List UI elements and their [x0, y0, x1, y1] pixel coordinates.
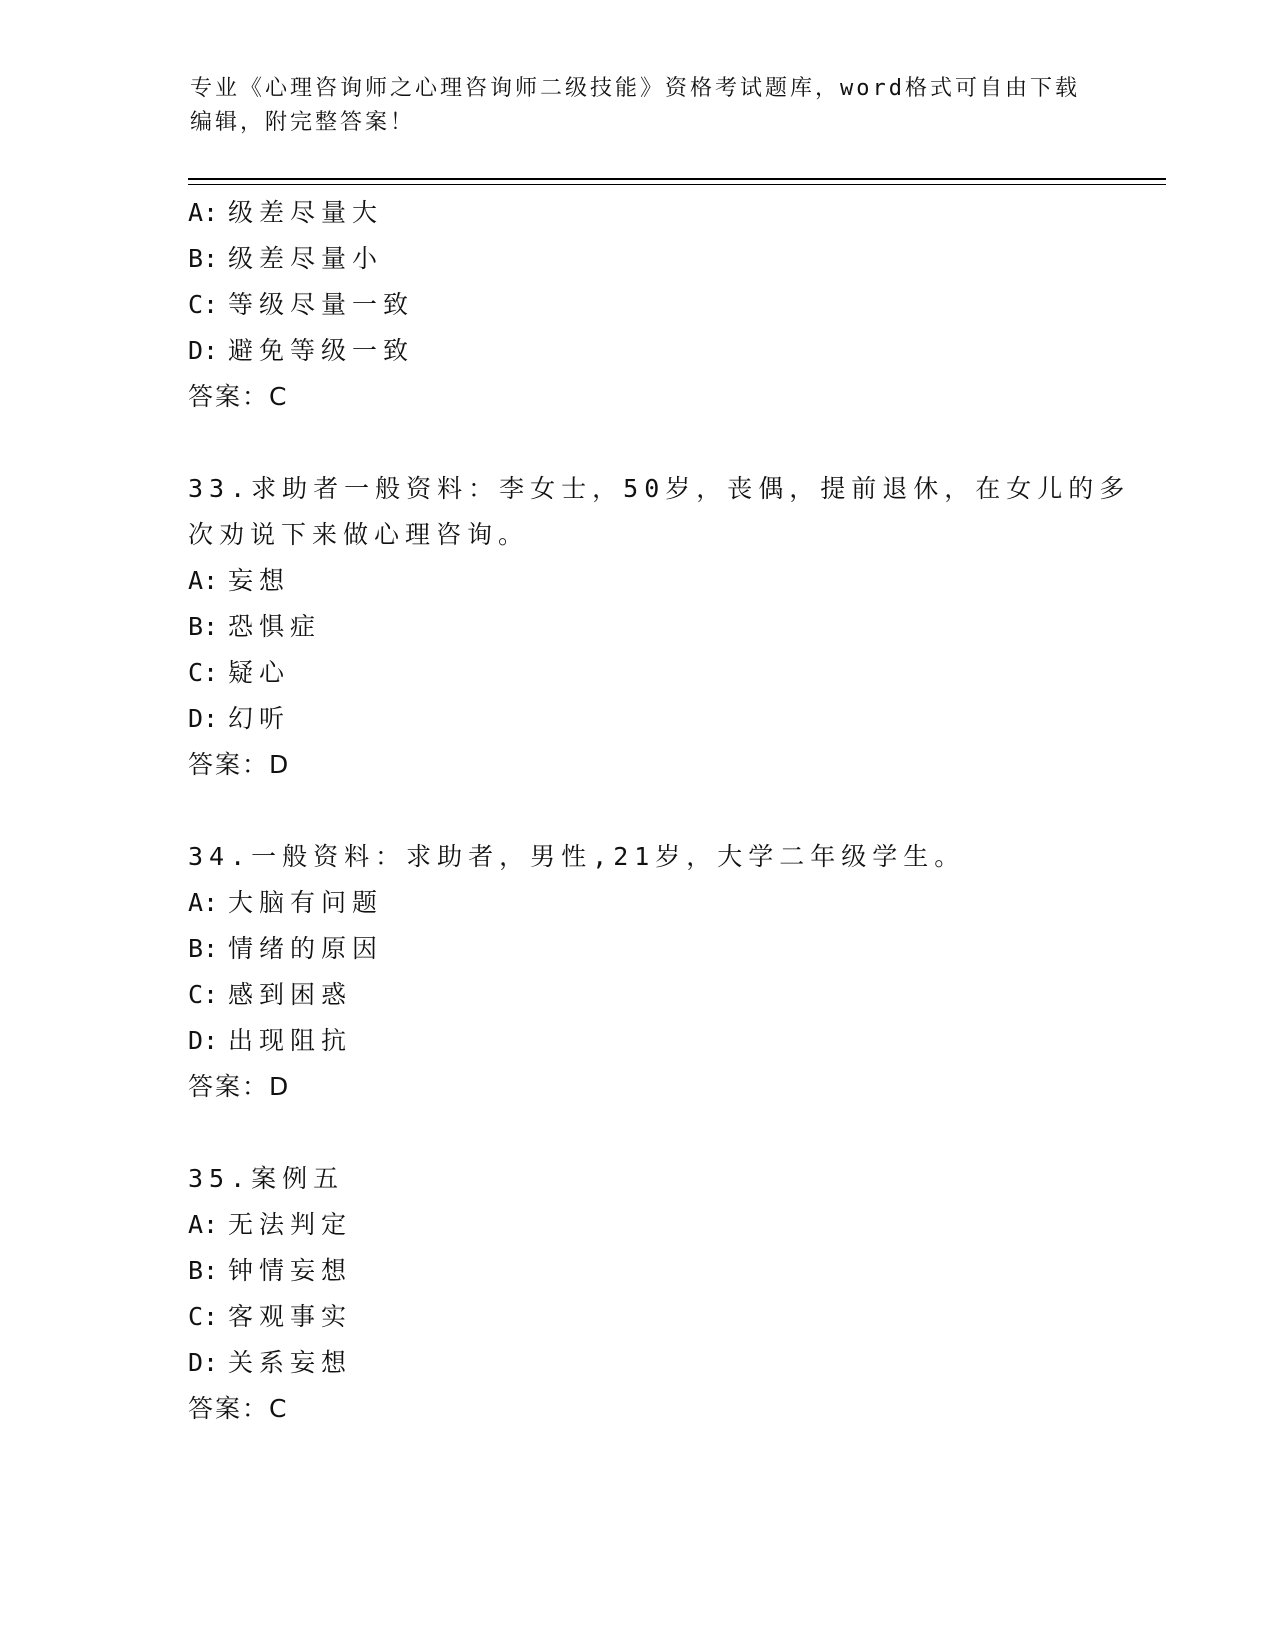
question-block — [188, 834, 1148, 1110]
option-text: 妄想 — [228, 566, 291, 595]
header-divider-thin — [188, 184, 1166, 185]
option-b — [188, 926, 1148, 972]
option-text: 客观事实 — [228, 1302, 353, 1331]
option-key: C: — [188, 290, 219, 319]
option-c — [188, 282, 1148, 328]
answer-line: 答案：C — [188, 1394, 289, 1423]
option-key: A: — [188, 566, 219, 595]
option-c — [188, 650, 1148, 696]
question-block — [188, 466, 1148, 788]
option-key: B: — [188, 612, 219, 641]
option-key: C: — [188, 1302, 219, 1331]
option-text: 级差尽量小 — [228, 244, 384, 273]
option-key: A: — [188, 1210, 219, 1239]
spacer — [188, 1110, 1148, 1156]
question-list — [188, 190, 1148, 1432]
option-text: 避免等级一致 — [228, 336, 415, 365]
option-b — [188, 236, 1148, 282]
option-d — [188, 696, 1148, 742]
option-key: D: — [188, 1348, 219, 1377]
option-text: 无法判定 — [228, 1210, 353, 1239]
answer-line: 答案：C — [188, 382, 289, 411]
option-text: 级差尽量大 — [228, 198, 384, 227]
option-text: 感到困惑 — [228, 980, 353, 1009]
question-stem: 33.求助者一般资料：李女士，50岁，丧偶，提前退休，在女儿的多次劝说下来做心理咨询。 — [188, 474, 1131, 549]
option-key: A: — [188, 198, 219, 227]
option-key: D: — [188, 1026, 219, 1055]
option-key: B: — [188, 934, 219, 963]
question-block — [188, 190, 1148, 420]
option-text: 关系妄想 — [228, 1348, 353, 1377]
spacer — [188, 788, 1148, 834]
option-a — [188, 558, 1148, 604]
option-text: 出现阻抗 — [228, 1026, 353, 1055]
header-line-1: 专业《心理咨询师之心理咨询师二级技能》资格考试题库，word格式可自由下载 — [190, 76, 1080, 101]
option-text: 情绪的原因 — [228, 934, 384, 963]
option-a — [188, 880, 1148, 926]
option-key: C: — [188, 658, 219, 687]
option-d — [188, 1018, 1148, 1064]
question-block — [188, 1156, 1148, 1432]
option-text: 钟情妄想 — [228, 1256, 353, 1285]
header-line-2: 编辑，附完整答案！ — [190, 110, 416, 135]
header-divider — [188, 178, 1166, 180]
page-header — [190, 72, 1110, 140]
option-text: 等级尽量一致 — [228, 290, 415, 319]
option-text: 疑心 — [228, 658, 291, 687]
answer-line: 答案：D — [188, 750, 291, 779]
option-key: A: — [188, 888, 219, 917]
option-c — [188, 1294, 1148, 1340]
option-key: C: — [188, 980, 219, 1009]
option-c — [188, 972, 1148, 1018]
option-b — [188, 1248, 1148, 1294]
option-text: 恐惧症 — [228, 612, 322, 641]
option-a — [188, 190, 1148, 236]
option-a — [188, 1202, 1148, 1248]
option-text: 幻听 — [228, 704, 291, 733]
option-key: D: — [188, 704, 219, 733]
question-stem: 34.一般资料：求助者，男性,21岁，大学二年级学生。 — [188, 842, 966, 871]
option-d — [188, 328, 1148, 374]
spacer — [188, 420, 1148, 466]
option-key: B: — [188, 244, 219, 273]
question-stem: 35.案例五 — [188, 1164, 345, 1193]
option-key: D: — [188, 336, 219, 365]
option-d — [188, 1340, 1148, 1386]
option-key: B: — [188, 1256, 219, 1285]
option-text: 大脑有问题 — [228, 888, 384, 917]
answer-line: 答案：D — [188, 1072, 291, 1101]
option-b — [188, 604, 1148, 650]
